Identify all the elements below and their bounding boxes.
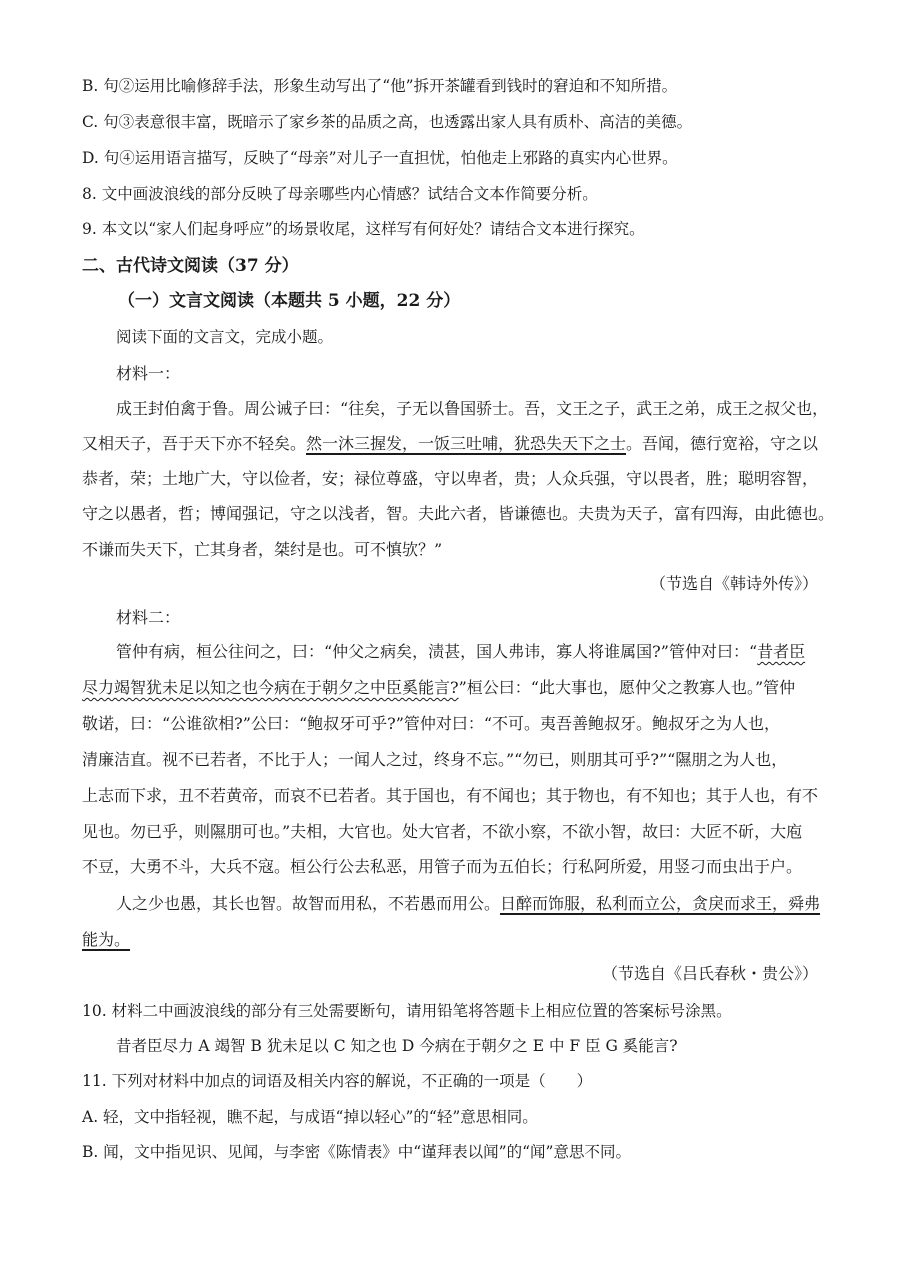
option-c-q7: C. 句③表意很丰富，既暗示了家乡茶的品质之高，也透露出家人具有质朴、高洁的美德。 xyxy=(82,113,693,131)
question-11: 11. 下列对材料中加点的词语及相关内容的解说，不正确的一项是（ ） xyxy=(82,1072,593,1090)
option-d-q7: D. 句④运用语言描写，反映了“母亲”对儿子一直担忧，怕他走上邪路的真实内心世界。 xyxy=(82,149,678,167)
source-2: （节选自《吕氏春秋・贵公》） xyxy=(601,964,818,983)
passage-text: 。吾闻，德行宽裕，守之以 xyxy=(626,434,819,453)
passage-2-line: 清廉洁直。视不已若者，不比于人；一闻人之过，终身不忘。”“勿已，则朋其可乎?”“隰朋之为人也， xyxy=(82,750,788,769)
passage-2-line xyxy=(82,676,818,700)
passage-1-line: 成王封伯禽于鲁。周公诫子曰：“往矣，子无以鲁国骄士。吾，文王之子，武王之弟，成王之叔父也， xyxy=(116,399,829,418)
underlined-sentence: 日醉而饰服，私利而立公，贪戾而求王，舜弗 xyxy=(500,894,821,913)
passage-2-line: 上志而下求，丑不若黄帝，而哀不已若者。其于国也，有不闻也；其于物也，有不知也；其于人也，有不 xyxy=(82,786,819,805)
passage-3-line xyxy=(82,928,818,952)
section-heading: 二、古代诗文阅读（37 分） xyxy=(82,256,299,276)
subsection-heading: （一）文言文阅读（本题共 5 小题，22 分） xyxy=(118,291,461,311)
material-1-label: 材料一： xyxy=(116,364,181,383)
passage-text: 又相天子，吾于天下亦不轻矣。 xyxy=(82,434,307,453)
passage-3-line xyxy=(116,892,821,916)
question-8: 8. 文中画波浪线的部分反映了母亲哪些内心情感？试结合文本作简要分析。 xyxy=(82,185,598,203)
passage-2-line: 见也。勿已乎，则隰朋可也。”夫相，大官也。处大官者，不欲小察，不欲小智，故曰：大匠不斫，大庖 xyxy=(82,822,803,841)
underlined-sentence: 然一沐三握发，一饭三吐哺，犹恐失天下之士 xyxy=(306,434,627,453)
passage-text: 人之少也愚，其长也智。故智而用私，不若愚而用公。 xyxy=(116,894,501,913)
underlined-sentence: 能为。 xyxy=(82,930,131,949)
source-1: （节选自《韩诗外传》） xyxy=(649,574,818,593)
option-a-q11: A. 轻，文中指轻视，瞧不起，与成语“掉以轻心”的“轻”意思相同。 xyxy=(82,1108,538,1126)
passage-2-line: 不豆，大勇不斗，大兵不寇。桓公行公去私恶，用管子而为五伯长；行私阿所爱，用竖刁而虫出于户。 xyxy=(82,857,803,876)
passage-2-line: 敬诺，曰：“公谁欲相?”公曰：“鲍叔牙可乎?”管仲对曰：“不可。夷吾善鲍叔牙。鲍叔牙之为人也， xyxy=(82,714,781,733)
question-10: 10. 材料二中画波浪线的部分有三处需要断句，请用铅笔将答题卡上相应位置的答案标号涂黑。 xyxy=(82,1002,732,1020)
wavy-underlined-text: 昔者臣 xyxy=(757,642,806,661)
question-10-options: 昔者臣尽力 A 竭智 B 犹未足以 C 知之也 D 今病在于朝夕之 E 中 F 臣 G 奚能言? xyxy=(116,1037,678,1055)
material-2-label: 材料二： xyxy=(116,608,181,627)
question-9: 9. 本文以“家人们起身呼应”的场景收尾，这样写有何好处？请结合文本进行探究。 xyxy=(82,220,645,238)
passage-1-line: 守之以愚者，哲；博闻强记，守之以浅者，智。夫此六者，皆谦德也。夫贵为天子，富有四海，由此德也。 xyxy=(82,504,835,523)
instruction: 阅读下面的文言文，完成小题。 xyxy=(116,328,334,346)
wavy-underlined-text: 尽力竭智犹未足以知之也今病在于朝夕之中臣奚能言? xyxy=(82,678,459,697)
passage-2-line xyxy=(116,640,818,664)
passage-1-line: 恭者，荣；土地广大，守以俭者，安；禄位尊盛，守以卑者，贵；人众兵强，守以畏者，胜；聪明容智， xyxy=(82,469,819,488)
passage-text: 管仲有病，桓公往问之，曰：“仲父之病矣，渍甚，国人弗讳，寡人将谁属国?”管仲对曰：“ xyxy=(116,642,758,661)
option-b-q7: B. 句②运用比喻修辞手法，形象生动写出了“他”拆开茶罐看到钱时的窘迫和不知所措。 xyxy=(82,77,678,95)
option-b-q11: B. 闻，文中指见识、见闻，与李密《陈情表》中“谨拜表以闻”的“闻”意思不同。 xyxy=(82,1143,631,1161)
passage-1-line: 不谦而失天下，亡其身者，桀纣是也。可不慎欤？” xyxy=(82,540,443,559)
passage-text: ”桓公曰：“此大事也，愿仲父之教寡人也。”管仲 xyxy=(458,678,796,697)
passage-1-line xyxy=(82,432,818,456)
